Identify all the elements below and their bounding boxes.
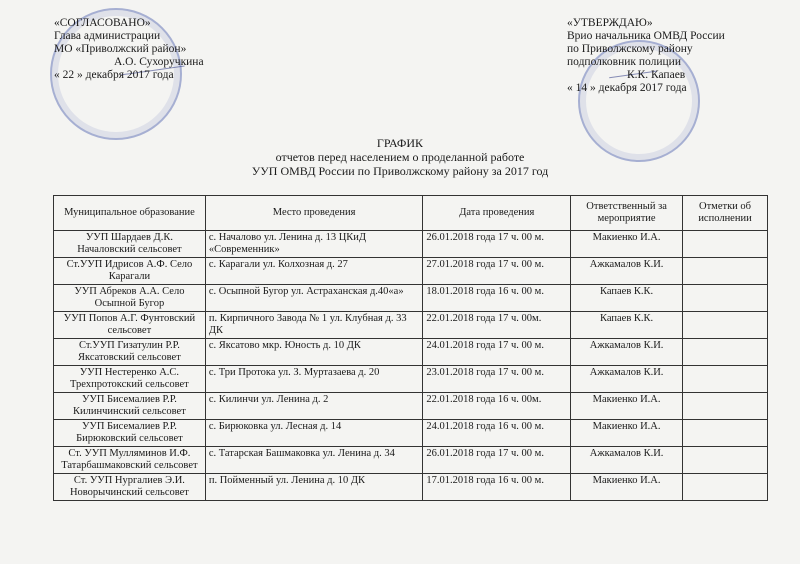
cell-location: с. Килинчи ул. Ленина д. 2 — [205, 393, 423, 420]
cell-date: 27.01.2018 года 17 ч. 00 м. — [423, 258, 571, 285]
cell-responsible: Макиенко И.А. — [571, 420, 683, 447]
cell-municipality: Ст.УУП Гизатулин Р.Р. Яксатовский сельсовет — [54, 339, 206, 366]
header-responsible: Ответственный за мероприятие — [571, 196, 683, 231]
approved-district: по Приволжскому району — [567, 43, 693, 55]
cell-notes — [683, 231, 768, 258]
agreed-position: Глава администрации — [54, 30, 161, 42]
header-municipality: Муниципальное образование — [54, 196, 206, 231]
cell-location: с. Началово ул. Ленина д. 13 ЦКиД «Современник» — [205, 231, 423, 258]
cell-location: с. Яксатово мкр. Юность д. 10 ДК — [205, 339, 423, 366]
table-row — [54, 312, 768, 339]
cell-municipality: Ст. УУП Нургалиев Э.И. Новорычинский сельсовет — [54, 474, 206, 501]
table-row — [54, 393, 768, 420]
cell-date: 22.01.2018 года 16 ч. 00м. — [423, 393, 571, 420]
cell-location: с. Бирюковка ул. Лесная д. 14 — [205, 420, 423, 447]
approved-date: « 14 » декабря 2017 года — [567, 82, 687, 94]
cell-notes — [683, 447, 768, 474]
cell-municipality: УУП Абреков А.А. Село Осыпной Бугор — [54, 285, 206, 312]
cell-location: с. Осыпной Бугор ул. Астраханская д.40«а» — [205, 285, 423, 312]
title-line-2: отчетов перед населением о проделанной работе — [275, 150, 525, 164]
table-header-row — [54, 196, 768, 231]
cell-date: 24.01.2018 года 16 ч. 00 м. — [423, 420, 571, 447]
table-row — [54, 339, 768, 366]
cell-municipality: УУП Попов А.Г. Фунтовский сельсовет — [54, 312, 206, 339]
cell-date: 22.01.2018 года 17 ч. 00м. — [423, 312, 571, 339]
cell-responsible: Макиенко И.А. — [571, 231, 683, 258]
cell-notes — [683, 312, 768, 339]
cell-date: 17.01.2018 года 16 ч. 00 м. — [423, 474, 571, 501]
cell-notes — [683, 258, 768, 285]
cell-date: 26.01.2018 года 17 ч. 00 м. — [423, 231, 571, 258]
cell-responsible: Макиенко И.А. — [571, 474, 683, 501]
table-row — [54, 474, 768, 501]
cell-responsible: Ажкамалов К.И. — [571, 258, 683, 285]
approved-name: К.К. Капаев — [627, 69, 686, 81]
cell-notes — [683, 420, 768, 447]
header-date: Дата проведения — [423, 196, 571, 231]
cell-municipality: УУП Шардаев Д.К. Началовский сельсовет — [54, 231, 206, 258]
cell-notes — [683, 474, 768, 501]
title-line-3: УУП ОМВД России по Приволжскому району за 2017 год — [251, 164, 549, 178]
cell-responsible: Ажкамалов К.И. — [571, 447, 683, 474]
document-title — [0, 136, 800, 178]
cell-notes — [683, 366, 768, 393]
agreed-organization: МО «Приволжский район» — [54, 43, 187, 55]
agreed-block — [54, 17, 204, 82]
cell-date: 24.01.2018 года 17 ч. 00 м. — [423, 339, 571, 366]
cell-responsible: Капаев К.К. — [571, 285, 683, 312]
cell-municipality: УУП Бисемалиев Р.Р. Бирюковский сельсовет — [54, 420, 206, 447]
table-row — [54, 258, 768, 285]
agreed-name: А.О. Сухоручкина — [114, 56, 204, 68]
title-line-1: ГРАФИК — [376, 136, 424, 150]
cell-municipality: Ст.УУП Идрисов А.Ф. Село Карагали — [54, 258, 206, 285]
table-row — [54, 231, 768, 258]
cell-municipality: УУП Нестеренко А.С. Трехпротокский сельсовет — [54, 366, 206, 393]
cell-notes — [683, 339, 768, 366]
approved-heading: «УТВЕРЖДАЮ» — [567, 17, 653, 29]
agreed-heading: «СОГЛАСОВАНО» — [54, 17, 151, 29]
agreed-date: « 22 » декабря 2017 года — [54, 69, 174, 81]
cell-location: с. Карагали ул. Колхозная д. 27 — [205, 258, 423, 285]
cell-date: 23.01.2018 года 17 ч. 00 м. — [423, 366, 571, 393]
approved-block — [567, 17, 725, 95]
cell-responsible: Ажкамалов К.И. — [571, 366, 683, 393]
cell-location: п. Кирпичного Завода № 1 ул. Клубная д. 33 ДК — [205, 312, 423, 339]
cell-notes — [683, 393, 768, 420]
table-row — [54, 420, 768, 447]
cell-location: с. Татарская Башмаковка ул. Ленина д. 34 — [205, 447, 423, 474]
approved-rank: подполковник полиции — [567, 56, 681, 68]
approved-position: Врио начальника ОМВД России — [567, 30, 725, 42]
cell-location: с. Три Протока ул. З. Муртазаева д. 20 — [205, 366, 423, 393]
header-location: Место проведения — [205, 196, 423, 231]
cell-responsible: Макиенко И.А. — [571, 393, 683, 420]
cell-municipality: Ст. УУП Мулляминов И.Ф. Татарбашмаковский сельсовет — [54, 447, 206, 474]
header-notes: Отметки об исполнении — [683, 196, 768, 231]
table-row — [54, 447, 768, 474]
schedule-table — [53, 195, 768, 501]
cell-responsible: Ажкамалов К.И. — [571, 339, 683, 366]
cell-municipality: УУП Бисемалиев Р.Р. Килинчинский сельсовет — [54, 393, 206, 420]
cell-date: 18.01.2018 года 16 ч. 00 м. — [423, 285, 571, 312]
table-row — [54, 366, 768, 393]
cell-notes — [683, 285, 768, 312]
table-row — [54, 285, 768, 312]
cell-location: п. Пойменный ул. Ленина д. 10 ДК — [205, 474, 423, 501]
cell-responsible: Капаев К.К. — [571, 312, 683, 339]
cell-date: 26.01.2018 года 17 ч. 00 м. — [423, 447, 571, 474]
